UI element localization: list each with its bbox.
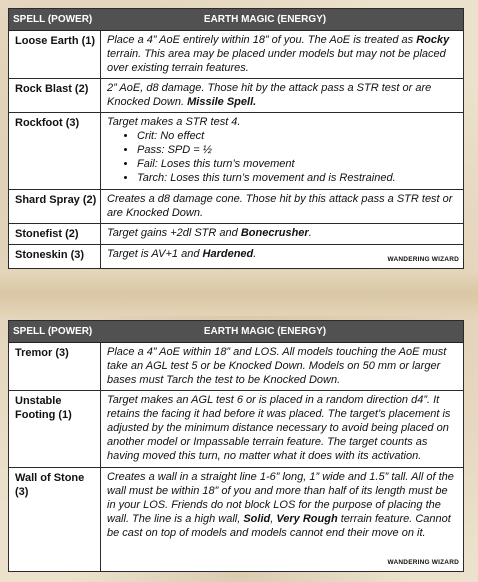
desc-text: , (270, 513, 277, 525)
desc-text: 2” AoE, d8 damage. Those hit by the attack pass a STR test or are Knocked Down. (107, 82, 432, 108)
spell-description (101, 79, 463, 112)
desc-text: Creates a d8 damage cone. Those hit by this attack pass a STR test or are Knocked Down. (107, 193, 453, 219)
desc-text: Target makes an AGL test 6 or is placed in a random direction d4”. It retains the facing it had before it was placed. The target’s placement is adjusted by the minimum distance necessary to avoid being placed on another model or Impassable terrain feature. The target counts as having moved this turn, no matter what it does with its activation. (107, 394, 451, 462)
page-divider-band (0, 270, 478, 316)
spell-description (101, 343, 463, 390)
brand-label: WANDERING WIZARD (387, 256, 459, 263)
desc-keyword: Missile Spell. (187, 96, 257, 108)
spell-name: Shard Spray (2) (9, 190, 101, 223)
spell-name: Stoneskin (3) (9, 245, 101, 269)
table-row (9, 468, 463, 572)
spell-name: Loose Earth (1) (9, 31, 101, 78)
desc-text: Target is AV+1 and (107, 248, 203, 260)
spell-table-earth-1 (8, 8, 464, 269)
table-row (9, 343, 463, 391)
table-header (9, 9, 463, 31)
spell-name: Rockfoot (3) (9, 113, 101, 189)
desc-text: terrain. This area may be placed under models but may not be placed over existing terrain features. (107, 48, 446, 74)
spell-name: Stonefist (2) (9, 224, 101, 244)
spell-name: Rock Blast (2) (9, 79, 101, 112)
table-header (9, 321, 463, 343)
spell-column-header: SPELL (POWER) (13, 326, 93, 337)
desc-keyword: Very Rough (276, 513, 338, 525)
table-row (9, 190, 463, 224)
table-row (9, 113, 463, 190)
table-row (9, 224, 463, 245)
spell-description (101, 245, 463, 269)
table-row (9, 31, 463, 79)
desc-keyword: Solid (243, 513, 271, 525)
spell-description (101, 31, 463, 78)
spell-description (101, 468, 463, 572)
spell-description (101, 391, 463, 467)
desc-text: Target makes a STR test 4. (107, 116, 241, 128)
desc-text: . (253, 248, 257, 260)
brand-label: WANDERING WIZARD (387, 559, 459, 566)
spell-name: Tremor (3) (9, 343, 101, 390)
desc-text: Place a 4” AoE entirely within 18” of you. The AoE is treated as (107, 34, 417, 46)
spell-table-earth-2 (8, 320, 464, 572)
list-item: • Pass: SPD = ½ (137, 143, 459, 157)
spell-name: Wall of Stone (3) (9, 468, 101, 572)
spell-column-header: SPELL (POWER) (13, 14, 93, 25)
desc-keyword: Bonecrusher (240, 227, 309, 239)
outcome-list (107, 129, 459, 185)
desc-text: terrain feature. Cannot be cast on top of models and models cannot end their move on it. (107, 513, 451, 539)
table-row (9, 391, 463, 468)
desc-keyword: Rocky (416, 34, 450, 46)
desc-text: Creates a wall in a straight line 1-6” long, 1” wide and 1.5” tall. All of the wall must be within 18” of you and more than half of its length must be in your LOS. Friends do not block LOS for the purpose of placing the wall. The line is a high wall, (107, 471, 454, 525)
list-item: • Fail: Loses this turn’s movement (137, 157, 459, 171)
desc-keyword: Hardened (202, 248, 254, 260)
list-item: • Tarch: Loses this turn’s movement and is Restrained. (137, 171, 459, 185)
magic-column-header: EARTH MAGIC (ENERGY) (203, 14, 327, 25)
table-row (9, 79, 463, 113)
desc-text: Target gains +2dl STR and (107, 227, 241, 239)
magic-column-header: EARTH MAGIC (ENERGY) (203, 326, 327, 337)
list-item: • Crit: No effect (137, 129, 459, 143)
desc-text: Place a 4” AoE within 18” and LOS. All models touching the AoE must take an AGL test 5 or be Knocked Down. Models on 50 mm or larger bases must Tarch the test to be Knocked Down. (107, 346, 447, 386)
spell-description (101, 190, 463, 223)
table-row (9, 245, 463, 269)
spell-description (101, 113, 463, 189)
spell-description (101, 224, 463, 244)
desc-text: . (308, 227, 312, 239)
spell-name: Unstable Footing (1) (9, 391, 101, 467)
